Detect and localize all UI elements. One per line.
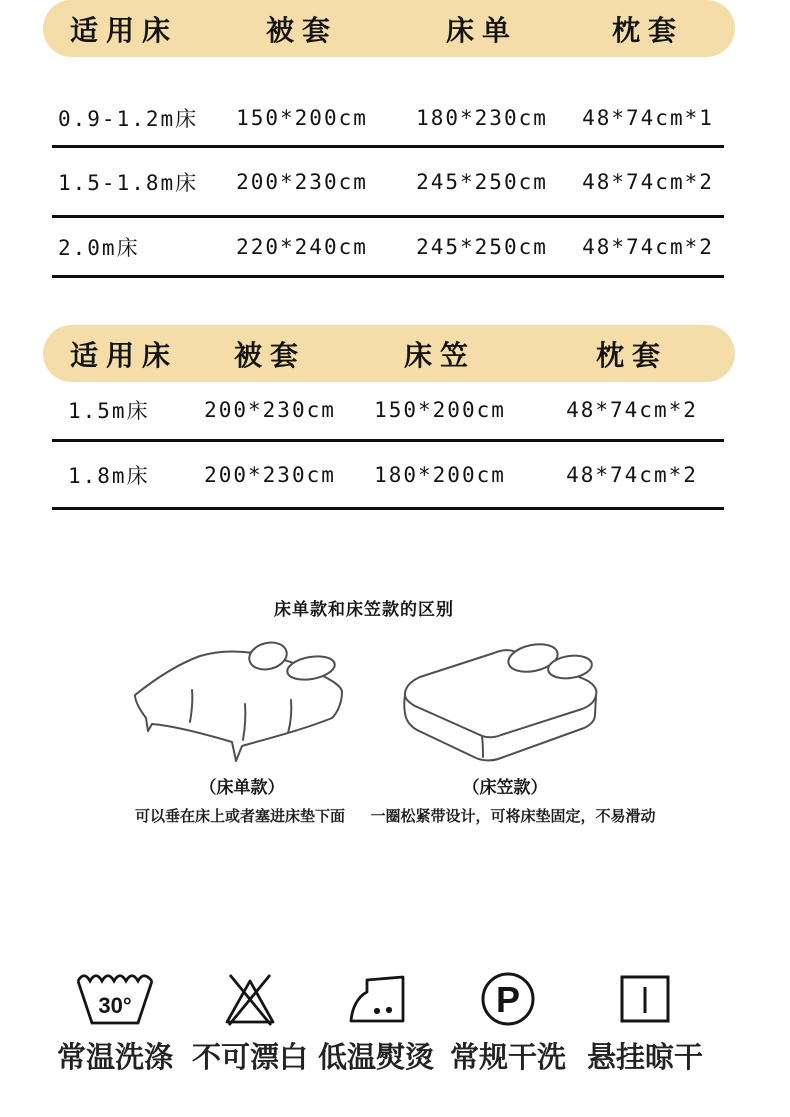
- no-bleach-icon: [219, 966, 281, 1028]
- flat-sheet-label: （床单款）: [199, 778, 285, 797]
- care-item-bleach: [192, 966, 308, 1076]
- table-cell: 245*250cm: [416, 234, 548, 259]
- header-cell: 被套: [233, 339, 306, 371]
- dry-clean-icon: [478, 966, 538, 1028]
- header-cell: 床单: [445, 14, 518, 46]
- table-cell: 1.5m床: [68, 398, 150, 423]
- table-cell: 150*200cm: [374, 397, 506, 422]
- table-row: [52, 90, 724, 148]
- header-cell: 适用床: [70, 14, 179, 46]
- fitted-sheet-bed-drawing: [398, 636, 646, 776]
- header-cell: 枕套: [595, 339, 668, 371]
- table-cell: 180*230cm: [416, 105, 548, 130]
- care-label: 常规干洗: [449, 1042, 567, 1074]
- hang-dry-icon: [615, 966, 675, 1028]
- wash-30-icon: [73, 966, 157, 1028]
- care-item-wash: [57, 966, 173, 1076]
- table-cell: 245*250cm: [416, 169, 548, 194]
- table-row: [52, 380, 724, 442]
- fitted-sheet-caption: 一圈松紧带设计，可将床垫固定，不易滑动: [370, 808, 656, 825]
- fitted-sheet-label: （床笠款）: [462, 778, 548, 797]
- care-item-hang: [587, 966, 703, 1076]
- table-cell: 180*200cm: [374, 462, 506, 487]
- table-row: [52, 442, 724, 510]
- dry-clean-letter: P: [495, 979, 520, 1020]
- header-cell: 适用床: [70, 339, 179, 371]
- table-cell: 1.8m床: [68, 463, 150, 488]
- table-cell: 48*74cm*2: [566, 397, 698, 422]
- flat-sheet-caption: 可以垂在床上或者塞进床垫下面: [134, 808, 345, 825]
- table-cell: 200*230cm: [204, 397, 336, 422]
- table-row: [52, 148, 724, 218]
- table-cell: 48*74cm*1: [582, 105, 714, 130]
- table-cell: 0.9-1.2m床: [58, 106, 199, 131]
- table-cell: 2.0m床: [58, 235, 140, 260]
- table-cell: 220*240cm: [236, 234, 368, 259]
- table-cell: 200*230cm: [204, 462, 336, 487]
- table-cell: 1.5-1.8m床: [58, 170, 199, 195]
- care-label: 悬挂晾干: [586, 1042, 704, 1074]
- care-label: 低温熨烫: [317, 1042, 435, 1074]
- table-cell: 48*74cm*2: [582, 234, 714, 259]
- fitted-sheet-table-header: [43, 325, 735, 382]
- flat-sheet-table-header: [43, 0, 735, 57]
- table-cell: 48*74cm*2: [582, 169, 714, 194]
- table-cell: 150*200cm: [236, 105, 368, 130]
- fitted-sheet-table-body: [52, 380, 724, 510]
- care-item-dryclean: [450, 966, 566, 1076]
- header-cell: 枕套: [611, 14, 684, 46]
- care-item-iron: [318, 966, 434, 1076]
- comparison-title: 床单款和床笠款的区别: [274, 600, 454, 619]
- care-label: 常温洗涤: [56, 1042, 174, 1074]
- table-cell: 48*74cm*2: [566, 462, 698, 487]
- iron-low-temp-icon: [344, 966, 408, 1028]
- flat-sheet-bed-drawing: [120, 634, 360, 784]
- header-cell: 床笠: [403, 339, 476, 371]
- table-cell: 200*230cm: [236, 169, 368, 194]
- wash-temp-text: 30°: [98, 993, 132, 1018]
- flat-sheet-table-body: [52, 90, 724, 278]
- care-label: 不可漂白: [191, 1042, 309, 1074]
- header-cell: 被套: [265, 14, 338, 46]
- table-row: [52, 218, 724, 278]
